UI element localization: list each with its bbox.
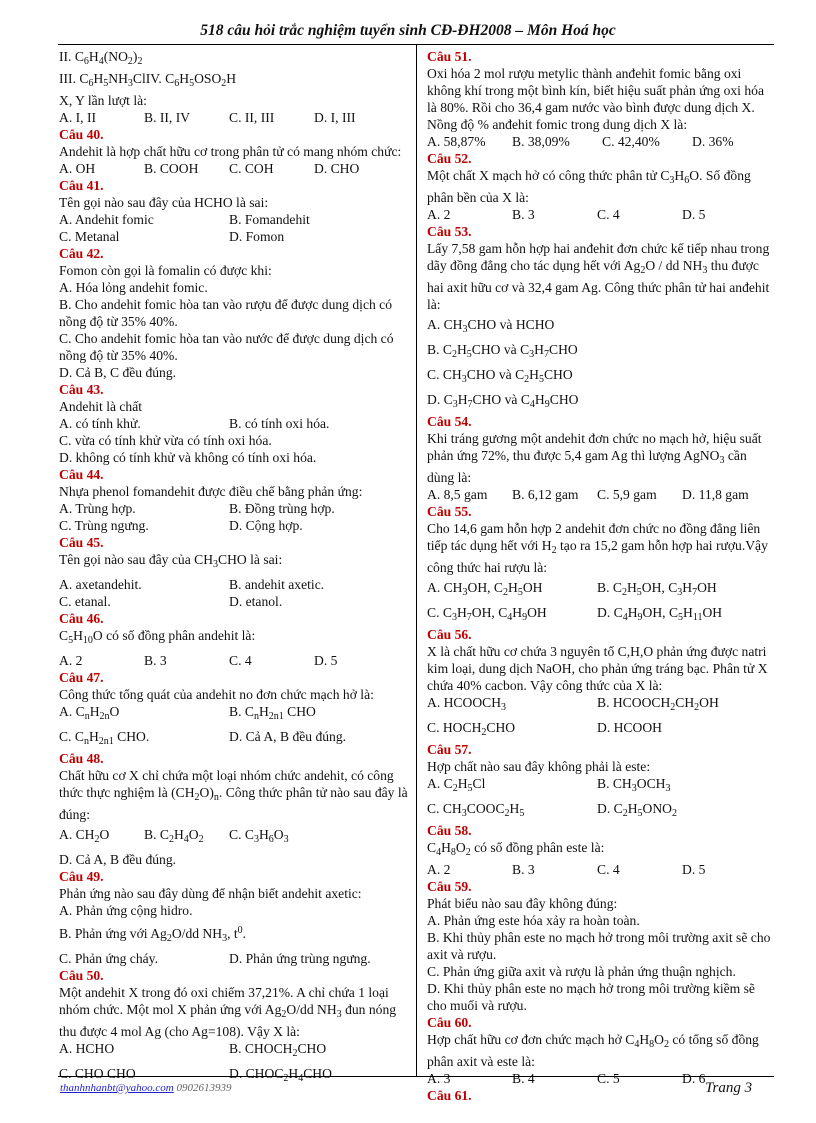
q55-stem-text: Cho 14,6 gam hỗn hợp 2 andehit đơn chức no đồng đẳng liên tiếp tác dụng hết với H (427, 521, 761, 553)
q39-option-b: B. II, IV (144, 110, 191, 125)
q50-number: Câu 50. (59, 968, 104, 983)
page-header-title: 518 câu hỏi trắc nghiệm tuyển sinh CĐ-ĐH2008 – Môn Hoá học (200, 22, 616, 39)
q57-option-c: C. $CH_3COOC_2H_5$ (427, 801, 525, 819)
q44-options-row2 (59, 517, 411, 534)
q42-option-a: A. Hóa lỏng andehit fomic. (59, 280, 208, 295)
q48-stem-end: . Công thức phân tử nào sau đây là đúng: (59, 785, 408, 822)
q57-option-b: B. $CH_3OCH_3$ (597, 776, 671, 794)
q41-stem: Tên gọi nào sau đây của HCHO là sai: (59, 195, 269, 210)
q48-stem-text: Chất hữu cơ X chỉ chứa một loại nhóm chức andehit, có công thức thực nghiệm là (CH (59, 768, 394, 800)
q55-options-row2 (427, 604, 773, 626)
q51-option-a: A. 58,87% (427, 134, 486, 149)
q46-option-d: D. 5 (314, 653, 338, 668)
q51-option-b: B. 38,09% (512, 134, 570, 149)
q57-options-row1 (427, 775, 773, 797)
q47-option-a: A. $C_nH_{2n}O$ (59, 704, 120, 722)
q41-options-row2 (59, 228, 411, 245)
q47-number: Câu 47. (59, 670, 104, 685)
q56-option-a: A. $HCOOCH_3$ (427, 695, 507, 713)
q41-number: Câu 41. (59, 178, 104, 193)
q58-number: Câu 58. (427, 823, 472, 838)
q41-option-a: A. Andehit fomic (59, 212, 154, 227)
q60-option-b: B. 4 (512, 1071, 535, 1086)
q49-option-a: A. Phản ứng cộng hidro. (59, 903, 193, 918)
q49-options-row2 (59, 950, 411, 967)
q56-option-d: D. HCOOH (597, 720, 662, 735)
q56-option-b: B. $HCOOCH_2CH_2OH$ (597, 695, 719, 713)
q57-option-a: A. $C_2H_5Cl$ (427, 776, 486, 794)
q46-option-a: A. 2 (59, 653, 83, 668)
q45-number: Câu 45. (59, 535, 104, 550)
q54-options (427, 486, 773, 503)
q50-option-c: C. CHO CHO (59, 1066, 136, 1081)
q55-option-c: C. $C_3H_7OH$, $C_4H_9OH$ (427, 605, 547, 623)
q50-option-a: A. HCHO (59, 1041, 115, 1056)
q45-option-a: A. axetandehit. (59, 577, 142, 592)
q55-number: Câu 55. (427, 504, 472, 519)
q52-option-c: C. 4 (597, 207, 620, 222)
q39-options (59, 109, 411, 126)
q53-option-a: A. $CH_3CHO$ và HCHO (427, 317, 555, 335)
q45-stem-b: CHO là sai: (218, 552, 283, 567)
q54-option-d: D. 11,8 gam (682, 487, 749, 502)
q51-option-c: C. 42,40% (602, 134, 660, 149)
q60-stem-a: Hợp chất hữu cơ đơn chức mạch hở C (427, 1032, 635, 1047)
q42-option-c: C. Cho andehit fomic hòa tan vào nước để được dung dịch có nồng độ từ 35% 40%. (59, 331, 394, 363)
q39-line-2: II. $C_6H_4(NO_2)_2$ (59, 49, 143, 67)
q54-stem: Khi tráng gương một andehit đơn chức no mạch hở, hiệu suất phản ứng 72%, thu được 5,4 gam Ag thì lượng AgNO$_3$ cần dùng là: (427, 431, 762, 485)
q58-stem-text: có số đồng phân este là: (470, 840, 605, 855)
q55-options-row1 (427, 579, 773, 601)
q44-options-row1 (59, 500, 411, 517)
q45-option-d: D. etanol. (229, 594, 283, 609)
q54-number: Câu 54. (427, 414, 472, 429)
q43-option-a: A. có tính khử. (59, 416, 141, 431)
q53-option-b: B. $C_2H_5CHO$ và $C_3H_7CHO$ (427, 342, 578, 360)
q40-option-c: C. COH (229, 161, 274, 176)
q60-number: Câu 60. (427, 1015, 472, 1030)
q47-options-row1 (59, 703, 411, 725)
q48-option-b: B. $C_2H_4O_2$ (144, 827, 204, 845)
q59-number: Câu 59. (427, 879, 472, 894)
q53-stem-mid: thu được hai axit hữu cơ và 32,4 gam Ag. Công thức phân tử hai anđehit là: (427, 258, 770, 312)
q56-stem: X là chất hữu cơ chứa 3 nguyên tố C,H,O phản ứng được natri kim loại, dung dịch NaOH, cho phản ứng tráng bạc. Phân tử X chứa 40% cacbon. Vậy công thức của X là: (427, 644, 768, 693)
q41-option-d: D. Fomon (229, 229, 285, 244)
q56-options-row1 (427, 694, 773, 716)
q47-option-d: D. Cả A, B đều đúng. (229, 729, 347, 744)
q40-option-d: D. CHO (314, 161, 360, 176)
q49-number: Câu 49. (59, 869, 104, 884)
q52-option-b: B. 3 (512, 207, 535, 222)
q52-stem-a: Một chất X mạch hở có công thức phân tử C (427, 168, 670, 183)
q39-option-c: C. II, III (229, 110, 275, 125)
q60-stem: Hợp chất hữu cơ đơn chức mạch hở $C_4H_8O_2$ có tổng số đồng phân axit và este là: (427, 1032, 759, 1069)
q42-stem: Fomon còn gọi là fomalin có được khi: (59, 263, 272, 278)
q52-option-a: A. 2 (427, 207, 451, 222)
q40-options (59, 160, 411, 177)
q57-stem: Hợp chất nào sau đây không phải là este: (427, 759, 651, 774)
q58-option-b: B. 3 (512, 862, 535, 877)
q45-options-row1 (59, 576, 411, 593)
q43-number: Câu 43. (59, 382, 104, 397)
q49-option-d: D. Phản ứng trùng ngưng. (229, 951, 371, 966)
q43-option-d: D. không có tính khử và không có tính oxi hóa. (59, 450, 317, 465)
q58-options (427, 861, 773, 878)
q55-option-a: A. $CH_3OH$, $C_2H_5OH$ (427, 580, 543, 598)
q48-option-c: C. $C_3H_6O_3$ (229, 827, 289, 845)
q45-stem: Tên gọi nào sau đây của $CH_3CHO$ là sai: (59, 552, 283, 570)
q51-stem: Oxi hóa 2 mol rượu metylic thành anđehit fomic bằng oxi không khí trong một bình kín, biết hiệu suất phản ứng oxi hóa là 80%. Rồi cho 36,4 gam nước vào bình được dung dịch X. Nồng độ % anđehit fomic trong dung dịch X là: (427, 66, 764, 132)
q44-option-c: C. Trùng ngưng. (59, 518, 149, 533)
q52-stem-b: O. Số đồng phân bền của X là: (427, 168, 751, 205)
q55-stem: Cho 14,6 gam hỗn hợp 2 andehit đơn chức no đồng đẳng liên tiếp tác dụng hết với $H_2$ tạo ra 15,2 gam hỗn hợp hai rượu.Vậy công thức hai rượu là: (427, 521, 768, 575)
q46-stem: $C_5H_{10}O$ có số đồng phân andehit là: (59, 628, 256, 646)
footer-phone: 0902613939 (176, 1082, 232, 1094)
q51-option-d: D. 36% (692, 134, 734, 149)
q48-stem: Chất hữu cơ X chỉ chứa một loại nhóm chức andehit, có công thức thực nghiệm là $(CH_2O)_n$. Công thức phân tử nào sau đây là đúng: (59, 768, 408, 822)
left-column (59, 48, 411, 1087)
q43-option-c: C. vừa có tính khử vừa có tính oxi hóa. (59, 433, 272, 448)
q45-option-b: B. andehit axetic. (229, 577, 325, 592)
q57-option-d: D. $C_2H_5ONO_2$ (597, 801, 677, 819)
q52-number: Câu 52. (427, 151, 472, 166)
q39-line-3: III. $C_6H_5NH_3ClIV$. $C_6H_5OSO_2H$ (59, 71, 237, 89)
q52-option-d: D. 5 (682, 207, 706, 222)
q39-option-d: D. I, III (314, 110, 356, 125)
q60-option-d: D. 6 (682, 1071, 706, 1086)
q50-stem-text: Một andehit X trong đó oxi chiếm 37,21%. A chỉ chứa 1 loại nhóm chức. Một mol X phản ứng với Ag (59, 985, 389, 1017)
q40-option-a: A. OH (59, 161, 96, 176)
q45-option-c: C. etanal. (59, 594, 111, 609)
q44-option-a: A. Trùng hợp. (59, 501, 136, 516)
q50-stem-mid: đun nóng thu được 4 mol Ag (cho Ag=108). Vậy X là: (59, 1002, 397, 1039)
q41-options-row1 (59, 211, 411, 228)
q49-option-b: B. Phản ứng với $Ag_2O/dd$ $NH_3$, $t^0$. (59, 925, 247, 944)
q58-option-c: C. 4 (597, 862, 620, 877)
q46-option-c: C. 4 (229, 653, 252, 668)
q54-option-b: B. 6,12 gam (512, 487, 579, 502)
q61-number: Câu 61. (427, 1088, 472, 1103)
q50-option-d: D. $CHOC_2H_4CHO$ (229, 1066, 332, 1084)
q51-number: Câu 51. (427, 49, 472, 64)
q54-option-c: C. 5,9 gam (597, 487, 657, 502)
q60-option-c: C. 5 (597, 1071, 620, 1086)
q44-stem: Nhựa phenol fomandehit được điều chế bằng phản ứng: (59, 484, 363, 499)
q50-options-row1 (59, 1040, 411, 1062)
q59-option-a: A. Phản ứng este hóa xảy ra hoàn toàn. (427, 913, 640, 928)
q60-option-a: A. 3 (427, 1071, 451, 1086)
footer-contact (60, 1082, 231, 1094)
q46-options (59, 652, 411, 669)
q55-stem-end: tạo ra 15,2 gam hỗn hợp hai rượu.Vậy công thức hai rượu là: (427, 538, 768, 575)
footer-email-link[interactable]: thanhnhanbt@yahoo.com (60, 1082, 174, 1094)
q40-number: Câu 40. (59, 127, 104, 142)
q53-stem: Lấy 7,58 gam hỗn hợp hai anđehit đơn chức kế tiếp nhau trong dãy đồng đẳng cho tác dụng hết với $Ag_2O$ / dd $NH_3$ thu được hai axit hữu cơ và 32,4 gam Ag. Công thức phân tử hai anđehit là: (427, 241, 770, 312)
q50-option-b: B. $CHOCH_2CHO$ (229, 1041, 327, 1059)
q57-number: Câu 57. (427, 742, 472, 757)
q47-option-b: B. $C_nH_{2n1}$ CHO (229, 704, 316, 722)
q58-option-d: D. 5 (682, 862, 706, 877)
q41-option-b: B. Fomandehit (229, 212, 310, 227)
q57-options-row2 (427, 800, 773, 822)
q48-option-a: A. $CH_2O$ (59, 827, 110, 845)
q43-options-row1 (59, 415, 411, 432)
q42-number: Câu 42. (59, 246, 104, 261)
q54-stem-end: cần dùng là: (427, 448, 747, 485)
q46-stem-text: O có số đồng phân andehit là: (92, 628, 256, 643)
q42-option-b: B. Cho andehit fomic hòa tan vào rượu để được dung dịch có nồng độ từ 35% 40%. (59, 297, 393, 329)
q44-option-b: B. Đồng trùng hợp. (229, 501, 335, 516)
q60-stem-b: có tổng số đồng phân axit và este là: (427, 1032, 759, 1069)
q58-option-a: A. 2 (427, 862, 451, 877)
q49-option-c: C. Phản ứng cháy. (59, 951, 158, 966)
q59-option-d: D. Khi thủy phân este no mạch hở trong môi trường kiềm sẽ cho muối và rượu. (427, 981, 755, 1013)
q48-option-d: D. Cả A, B đều đúng. (59, 852, 177, 867)
footer-rule (58, 1076, 774, 1077)
q44-number: Câu 44. (59, 467, 104, 482)
q47-option-b-end: CHO (287, 704, 316, 719)
q56-options-row2 (427, 719, 773, 741)
q47-option-c: C. $C_nH_{2n1}$ CHO. (59, 729, 150, 747)
q53-option-c: C. $CH_3CHO$ và $C_2H_5CHO$ (427, 367, 573, 385)
q55-option-b: B. $C_2H_5OH$, $C_3H_7OH$ (597, 580, 717, 598)
page-number: Trang 3 (705, 1080, 753, 1096)
q59-option-b: B. Khi thủy phân este no mạch hở trong môi trường axit sẽ cho axit và rượu. (427, 930, 771, 962)
q39-stem: X, Y lần lượt là: (59, 93, 147, 108)
q58-stem: $C_4H_8O_2$ có số đồng phân este là: (427, 840, 605, 858)
q46-option-b: B. 3 (144, 653, 167, 668)
q47-stem: Công thức tổng quát của andehit no đơn chức mạch hở là: (59, 687, 374, 702)
q51-options (427, 133, 773, 150)
q56-option-c: C. $HOCH_2CHO$ (427, 720, 516, 738)
q45-options-row2 (59, 593, 411, 610)
q40-stem: Andehit là hợp chất hữu cơ trong phân tử có mang nhóm chức: (59, 144, 402, 159)
q59-stem: Phát biểu nào sau đây không đúng: (427, 896, 618, 911)
q40-option-b: B. COOH (144, 161, 199, 176)
q45-stem-a: Tên gọi nào sau đây của CH (59, 552, 214, 567)
q48-options-row1 (59, 826, 411, 848)
q41-option-c: C. Metanal (59, 229, 120, 244)
q59-option-c: C. Phản ứng giữa axit và rượu là phản ứng thuận nghịch. (427, 964, 736, 979)
q53-option-d: D. $C_3H_7CHO$ và $C_4H_9CHO$ (427, 392, 579, 410)
q43-option-b: B. có tính oxi hóa. (229, 416, 330, 431)
q49-stem: Phản ứng nào sau đây dùng để nhận biết andehit axetic: (59, 886, 362, 901)
q55-option-d: D. $C_4H_9OH$, $C_5H_{11}OH$ (597, 605, 723, 623)
q52-stem: Một chất X mạch hở có công thức phân tử $C_3H_6O$. Số đồng phân bền của X là: (427, 168, 751, 205)
column-divider (416, 45, 417, 1076)
q54-stem-text: Khi tráng gương một andehit đơn chức no mạch hở, hiệu suất phản ứng 72%, thu được 5,4 gam Ag thì lượng AgNO (427, 431, 762, 463)
q44-option-d: D. Cộng hợp. (229, 518, 303, 533)
q47-option-c-end: CHO. (117, 729, 150, 744)
q48-number: Câu 48. (59, 751, 104, 766)
q39-option-a: A. I, II (59, 110, 96, 125)
q56-number: Câu 56. (427, 627, 472, 642)
q52-options (427, 206, 773, 223)
q53-number: Câu 53. (427, 224, 472, 239)
q54-option-a: A. 8,5 gam (427, 487, 488, 502)
q43-stem: Andehit là chất (59, 399, 143, 414)
q42-option-d: D. Cả B, C đều đúng. (59, 365, 177, 380)
right-column (427, 48, 773, 1104)
q47-option-a-end: O (109, 704, 120, 719)
q46-number: Câu 46. (59, 611, 104, 626)
q50-stem: Một andehit X trong đó oxi chiếm 37,21%. A chỉ chứa 1 loại nhóm chức. Một mol X phản ứng với $Ag_2O/dd$ $NH_3$ đun nóng thu được 4 mol Ag (cho Ag=108). Vậy X là: (59, 985, 397, 1039)
q47-options-row2 (59, 728, 411, 750)
q53-stem-text: Lấy 7,58 gam hỗn hợp hai anđehit đơn chức kế tiếp nhau trong dãy đồng đẳng cho tác dụng hết với Ag (427, 241, 770, 273)
